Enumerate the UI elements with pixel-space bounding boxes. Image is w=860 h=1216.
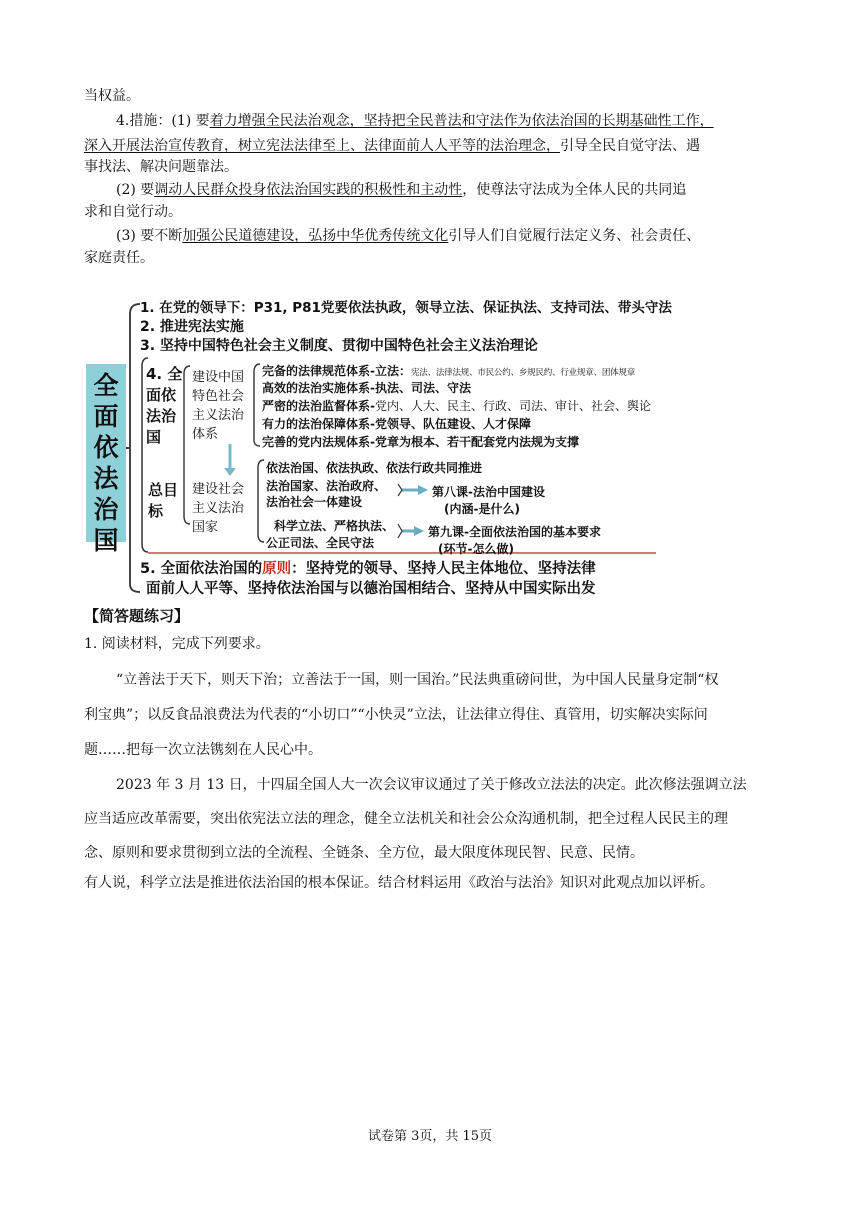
state-item: 公正司法、全民守法	[266, 536, 375, 550]
text-line	[116, 180, 686, 200]
text-span: 引导人们自觉履行法定义务、社会责任、	[448, 228, 701, 244]
material-line: 应当适应改革需要，突出依宪法立法的理念，健全立法机关和社会公众沟通机制，把全过程人民民主的理	[84, 811, 728, 827]
lesson-8-sub: (内涵-是什么)	[444, 502, 520, 516]
text-span: (3) 要不断	[116, 228, 183, 244]
material-line: 念、原则和要求贯彻到立法的全流程、全链条、全方位，最大限度体现民智、民意、民情。	[84, 845, 644, 861]
system-item: 高效的法治实施体系-执法、司法、守法	[262, 381, 471, 395]
item-5	[140, 557, 596, 578]
lesson-9-sub: (环节-怎么做)	[438, 542, 514, 556]
system-item-detail: 党内、人大、民主、行政、司法、审计、社会、舆论	[374, 399, 651, 413]
question-intro: 1. 阅读材料，完成下列要求。	[84, 636, 270, 652]
material-line: 2023 年 3 月 13 日，十四届全国人大一次会议审议通过了关于修改立法法的决定。此次修法强调立法	[116, 777, 747, 793]
text-span: ，使尊法守法成为全体人民的共同追	[462, 182, 687, 198]
system-item	[262, 397, 651, 414]
section-title: 【简答题练习】	[84, 607, 190, 625]
underlined-text: 着力增强全民法治观念，坚持把全民普法和守法作为依法治国的长期基础性工作，	[209, 113, 714, 129]
underlined-text: 调动人民群众投身依法治国实践的积极性和主动性	[154, 182, 463, 198]
underlined-text: 加强公民道德建设，弘扬中华优秀传统文化	[182, 228, 449, 244]
item-5-highlight: 原则	[262, 561, 292, 577]
sub-system-label: 建设中国特色社会主义法治体系	[192, 370, 245, 442]
text-line	[116, 111, 714, 131]
text-line	[84, 136, 700, 156]
page-footer: 试卷第 3页，共 15页	[367, 1129, 493, 1144]
material-line: 有人说，科学立法是推进依法治国的根本保证。结合材料运用《政治与法治》知识对此观点加以评析。	[84, 875, 714, 891]
text-span: 引导全民自觉守法、遇	[560, 138, 700, 154]
lesson-9: 第九课-全面依法治国的基本要求	[428, 525, 601, 539]
system-item-head: 严密的法治监督体系-	[262, 399, 375, 413]
text-line: 求和自觉行动。	[84, 204, 182, 220]
item-5-rest: ：坚持党的领导、坚持人民主体地位、坚持法律	[291, 561, 596, 577]
diagram-main-title: 全面依法治国	[93, 371, 119, 555]
item-2: 2. 推进宪法实施	[140, 319, 244, 335]
sub-state-label: 建设社会主义法治国家	[192, 482, 245, 535]
system-item-detail: 宪法、法律法规、市民公约、乡规民约、行业规章、团体规章	[410, 368, 636, 378]
item-4-label: 4. 全面依法治国	[146, 365, 183, 446]
text-line: 事找法、解决问题靠法。	[84, 159, 238, 175]
underlined-text: 深入开展法治宣传教育，树立宪法法律至上、法律面前人人平等的法治理念，	[84, 138, 560, 154]
state-item: 法治国家、法治政府、	[266, 479, 387, 493]
system-item-head: 完备的法律规范体系-立法：	[262, 364, 411, 378]
material-line: 题……把每一次立法镌刻在人民心中。	[84, 742, 322, 758]
state-item: 依法治国、依法执政、依法行政共同推进	[266, 461, 483, 475]
system-item	[262, 362, 635, 379]
state-item: 法治社会一体建设	[266, 495, 363, 509]
item-5-line-2: 面前人人平等、坚持依法治国与以德治国相结合、坚持从中国实际出发	[146, 581, 596, 597]
text-line: 当权益。	[84, 88, 140, 104]
text-span: 4.措施：(1) 要	[116, 113, 210, 129]
text-span: (2) 要	[116, 182, 155, 198]
text-line: 家庭责任。	[84, 250, 154, 266]
material-line: “立善法于天下，则天下治；立善法于一国，则一国治。”民法典重磅问世，为中国人民量身定制“权	[116, 672, 719, 688]
system-item: 有力的法治保障体系-党领导、队伍建设、人才保障	[262, 417, 531, 431]
item-3: 3. 坚持中国特色社会主义制度、贯彻中国特色社会主义法治理论	[140, 338, 538, 354]
item-1: 1. 在党的领导下：P31, P81党要依法执政，领导立法、保证执法、支持司法、带头守法	[140, 300, 672, 316]
system-item: 完善的党内法规体系-党章为根本、若干配套党内法规为支撑	[262, 435, 579, 449]
mind-map-diagram	[84, 294, 672, 599]
goal-label: 总目标	[148, 481, 179, 520]
text-line	[116, 226, 700, 246]
material-line: 利宝典”；以反食品浪费法为代表的“小切口”“小快灵”立法，让法律立得住、真管用，切实解决实际问	[84, 707, 708, 723]
lesson-8: 第八课-法治中国建设	[432, 485, 545, 499]
state-item: 科学立法、严格执法、	[274, 519, 395, 533]
item-5-prefix: 5. 全面依法治国的	[140, 561, 263, 577]
